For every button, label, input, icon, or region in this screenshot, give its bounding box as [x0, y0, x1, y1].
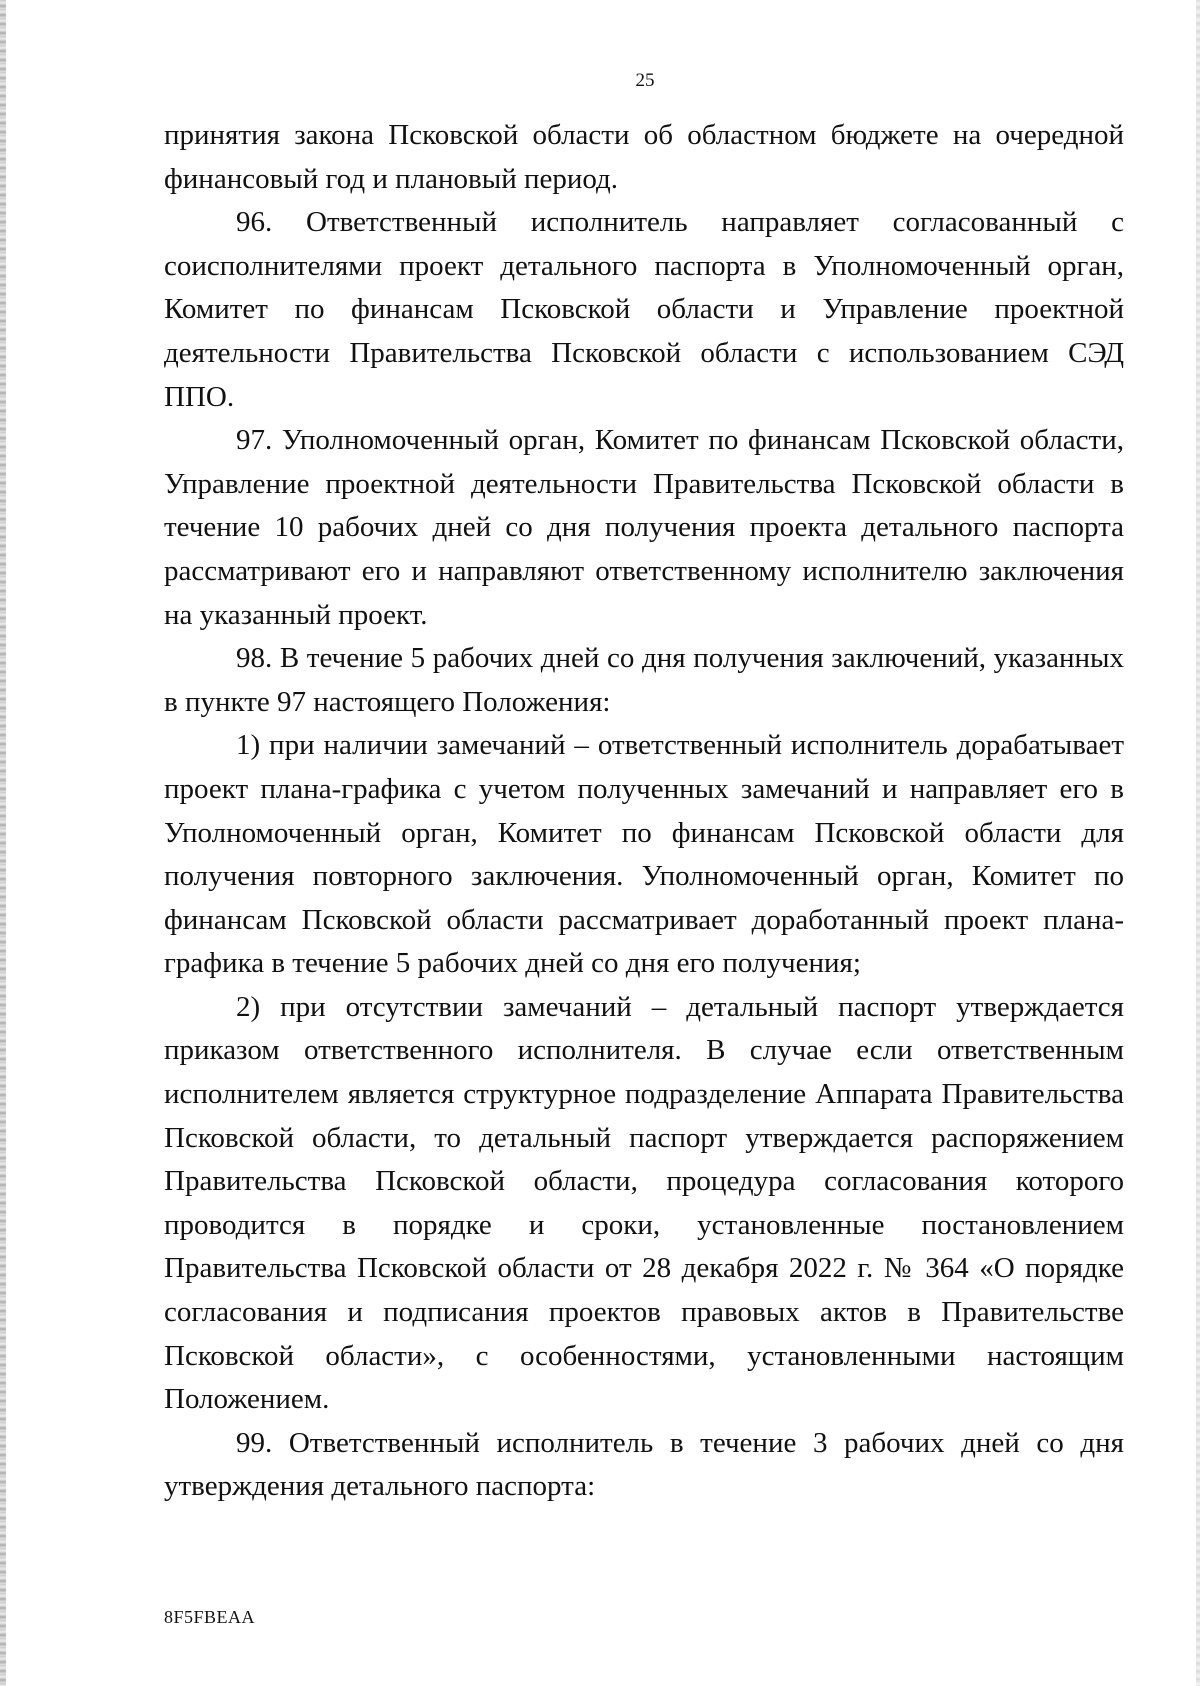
paragraph-96: 96. Ответственный исполнитель направляет согласованный с соисполнителями проект детального паспорта в Уполномоченный орган, Комитет по финансам Псковской области и Управление проектной деятельности Правительства Псковской области с использованием СЭД ППО. [164, 206, 1124, 413]
page-number: 25 [635, 70, 655, 91]
paragraph-97: 97. Уполномоченный орган, Комитет по финансам Псковской области, Управление проектной деятельности Правительства Псковской области в течение 10 рабочих дней со дня получения проекта детального паспорта рассматривают его и направляют ответственному исполнителю заключения на указанный проект. [164, 424, 1124, 631]
document-code: 8F5FBEAA [164, 1607, 256, 1627]
document-body [164, 114, 1124, 1509]
paragraph-98-item-1: 1) при наличии замечаний – ответственный исполнитель дорабатывает проект плана-графика с учетом полученных замечаний и направляет его в Уполномоченный орган, Комитет по финансам Псковской области для получения повторного заключения. Уполномоченный орган, Комитет по финансам Псковской области рассматривает доработанный проект плана-графика в течение 5 рабочих дней со дня его получения; [164, 729, 1124, 980]
paragraph-98-item-2: 2) при отсутствии замечаний – детальный паспорт утверждается приказом ответственного исполнителя. В случае если ответственным исполнителем является структурное подразделение Аппарата Правительства Псковской области, то детальный паспорт утверждается распоряжением Правительства Псковской области, процедура согласования которого проводится в порядке и сроки, установленные постановлением Правительства Псковской области от 28 декабря 2022 г. № 364 «О порядке согласования и подписания проектов правовых актов в Правительстве Псковской области», с особенностями, установленными настоящим Положением. [164, 990, 1124, 1416]
paragraph-98: 98. В течение 5 рабочих дней со дня получения заключений, указанных в пункте 97 настоящего Положения: [164, 642, 1124, 718]
scan-edge-right [1196, 0, 1200, 1686]
scan-edge-left [0, 0, 6, 1686]
paragraph-99: 99. Ответственный исполнитель в течение 3 рабочих дней со дня утверждения детального паспорта: [164, 1426, 1124, 1503]
paragraph-continuation: принятия закона Псковской области об областном бюджете на очередной финансовый год и плановый период. [164, 119, 1124, 195]
